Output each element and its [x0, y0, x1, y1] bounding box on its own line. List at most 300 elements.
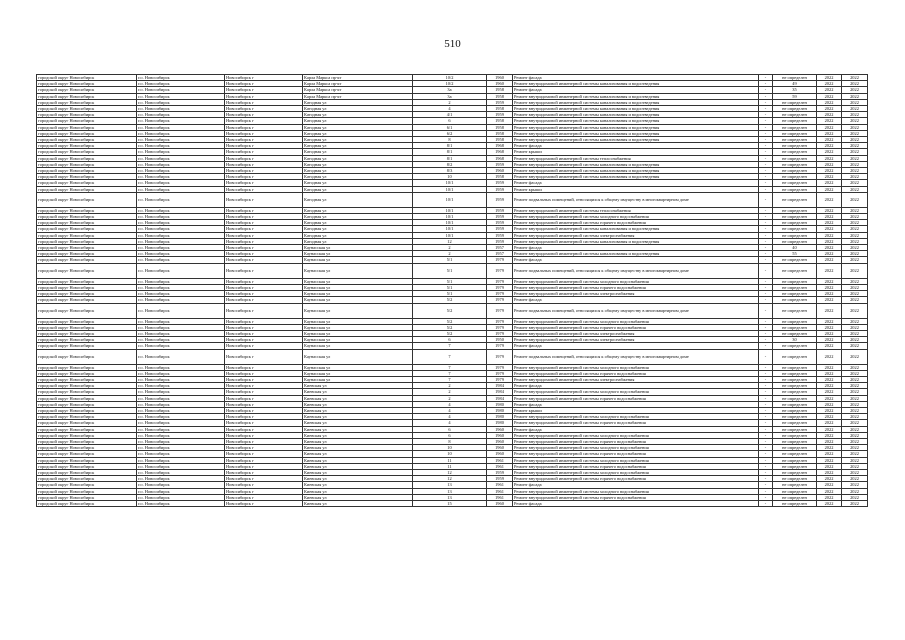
locality-cell: Новосибирск г: [225, 192, 303, 207]
amount-cell: не определен: [773, 137, 817, 143]
amount-cell: не определен: [773, 476, 817, 482]
year-cell: 1979: [487, 318, 513, 324]
table-row: [37, 263, 868, 278]
year-cell: 1959: [487, 207, 513, 213]
district-cell: городской округ Новосибирск: [37, 337, 137, 343]
year-cell: 1979: [487, 376, 513, 382]
settlement-cell: г.о. Новосибирск: [137, 143, 225, 149]
district-cell: городской округ Новосибирск: [37, 130, 137, 136]
settlement-cell: г.о. Новосибирск: [137, 99, 225, 105]
amount-cell: не определен: [773, 426, 817, 432]
dash-cell: -: [759, 318, 773, 324]
work-type-cell: Ремонт внутридомовой инженерной системы канализования и водоотведения: [513, 106, 759, 112]
locality-cell: Новосибирск г: [225, 161, 303, 167]
locality-cell: Новосибирск г: [225, 93, 303, 99]
work-type-cell: Ремонт фасада: [513, 180, 759, 186]
locality-cell: Новосибирск г: [225, 349, 303, 364]
house-cell: 6: [413, 426, 487, 432]
settlement-cell: г.о. Новосибирск: [137, 445, 225, 451]
settlement-cell: г.о. Новосибирск: [137, 220, 225, 226]
year-start-cell: 2022: [817, 168, 842, 174]
locality-cell: Новосибирск г: [225, 143, 303, 149]
year-end-cell: 2022: [842, 112, 868, 118]
settlement-cell: г.о. Новосибирск: [137, 180, 225, 186]
street-cell: Каунасская ул: [303, 251, 413, 257]
district-cell: городской округ Новосибирск: [37, 174, 137, 180]
locality-cell: Новосибирск г: [225, 220, 303, 226]
year-end-cell: 2022: [842, 476, 868, 482]
district-cell: городской округ Новосибирск: [37, 370, 137, 376]
locality-cell: Новосибирск г: [225, 263, 303, 278]
locality-cell: Новосибирск г: [225, 232, 303, 238]
settlement-cell: г.о. Новосибирск: [137, 251, 225, 257]
district-cell: городской округ Новосибирск: [37, 445, 137, 451]
locality-cell: Новосибирск г: [225, 155, 303, 161]
year-cell: 1959: [487, 192, 513, 207]
settlement-cell: г.о. Новосибирск: [137, 263, 225, 278]
street-cell: Киевская ул: [303, 457, 413, 463]
year-start-cell: 2022: [817, 414, 842, 420]
work-type-cell: Ремонт внутридомовой инженерной системы горячего водоснабжения: [513, 370, 759, 376]
house-cell: 10/1: [413, 180, 487, 186]
house-cell: 2: [413, 251, 487, 257]
district-cell: городской округ Новосибирск: [37, 376, 137, 382]
year-cell: 1959: [487, 226, 513, 232]
year-cell: 1958: [487, 137, 513, 143]
house-cell: 5/2: [413, 318, 487, 324]
district-cell: городской округ Новосибирск: [37, 214, 137, 220]
district-cell: городской округ Новосибирск: [37, 432, 137, 438]
year-end-cell: 2022: [842, 207, 868, 213]
year-end-cell: 2022: [842, 469, 868, 475]
dash-cell: -: [759, 469, 773, 475]
year-end-cell: 2022: [842, 137, 868, 143]
year-start-cell: 2022: [817, 482, 842, 488]
district-cell: городской округ Новосибирск: [37, 106, 137, 112]
year-start-cell: 2022: [817, 149, 842, 155]
amount-cell: не определен: [773, 324, 817, 330]
year-end-cell: 2022: [842, 245, 868, 251]
year-end-cell: 2022: [842, 180, 868, 186]
house-cell: 5/2: [413, 330, 487, 336]
street-cell: Катодная ул: [303, 124, 413, 130]
locality-cell: Новосибирск г: [225, 207, 303, 213]
street-cell: Катодная ул: [303, 207, 413, 213]
work-type-cell: Ремонт внутридомовой инженерной системы канализования и водоотведения: [513, 81, 759, 87]
year-end-cell: 2022: [842, 376, 868, 382]
year-start-cell: 2022: [817, 376, 842, 382]
year-cell: 1950: [487, 337, 513, 343]
work-type-cell: Ремонт внутридомовой инженерной системы канализования и водоотведения: [513, 118, 759, 124]
amount-cell: не определен: [773, 500, 817, 506]
locality-cell: Новосибирск г: [225, 174, 303, 180]
year-end-cell: 2022: [842, 238, 868, 244]
street-cell: Катодная ул: [303, 118, 413, 124]
dash-cell: -: [759, 214, 773, 220]
work-type-cell: Ремонт внутридомовой инженерной системы теплоснабжения: [513, 207, 759, 213]
street-cell: Каунасская ул: [303, 318, 413, 324]
amount-cell: не определен: [773, 118, 817, 124]
district-cell: городской округ Новосибирск: [37, 395, 137, 401]
work-type-cell: Ремонт крыши: [513, 186, 759, 192]
works-register: [36, 74, 867, 507]
work-type-cell: Ремонт внутридомовой инженерной системы холодного водоснабжения: [513, 469, 759, 475]
settlement-cell: г.о. Новосибирск: [137, 420, 225, 426]
locality-cell: Новосибирск г: [225, 401, 303, 407]
amount-cell: не определен: [773, 155, 817, 161]
settlement-cell: г.о. Новосибирск: [137, 214, 225, 220]
dash-cell: -: [759, 174, 773, 180]
dash-cell: -: [759, 180, 773, 186]
house-cell: 4: [413, 414, 487, 420]
amount-cell: не определен: [773, 389, 817, 395]
settlement-cell: г.о. Новосибирск: [137, 106, 225, 112]
house-cell: 4: [413, 106, 487, 112]
amount-cell: не определен: [773, 445, 817, 451]
year-start-cell: 2022: [817, 494, 842, 500]
settlement-cell: г.о. Новосибирск: [137, 226, 225, 232]
locality-cell: Новосибирск г: [225, 364, 303, 370]
locality-cell: Новосибирск г: [225, 168, 303, 174]
work-type-cell: Ремонт внутридомовой инженерной системы канализования и водоотведения: [513, 124, 759, 130]
amount-cell: не определен: [773, 226, 817, 232]
settlement-cell: г.о. Новосибирск: [137, 376, 225, 382]
year-start-cell: 2022: [817, 174, 842, 180]
settlement-cell: г.о. Новосибирск: [137, 75, 225, 81]
year-cell: 1979: [487, 291, 513, 297]
work-type-cell: Ремонт внутридомовой инженерной системы холодного водоснабжения: [513, 278, 759, 284]
district-cell: городской округ Новосибирск: [37, 330, 137, 336]
work-type-cell: Ремонт внутридомовой инженерной системы горячего водоснабжения: [513, 451, 759, 457]
locality-cell: Новосибирск г: [225, 149, 303, 155]
settlement-cell: г.о. Новосибирск: [137, 303, 225, 318]
district-cell: городской округ Новосибирск: [37, 278, 137, 284]
house-cell: 6: [413, 432, 487, 438]
street-cell: Каунасская ул: [303, 284, 413, 290]
year-start-cell: 2022: [817, 257, 842, 263]
settlement-cell: г.о. Новосибирск: [137, 426, 225, 432]
year-end-cell: 2022: [842, 168, 868, 174]
year-cell: 1957: [487, 251, 513, 257]
dash-cell: -: [759, 343, 773, 349]
year-end-cell: 2022: [842, 407, 868, 413]
year-end-cell: 2022: [842, 330, 868, 336]
street-cell: Киевская ул: [303, 395, 413, 401]
year-end-cell: 2022: [842, 297, 868, 303]
settlement-cell: г.о. Новосибирск: [137, 500, 225, 506]
works-table: [36, 74, 868, 507]
settlement-cell: г.о. Новосибирск: [137, 414, 225, 420]
house-cell: 6: [413, 337, 487, 343]
amount-cell: не определен: [773, 220, 817, 226]
settlement-cell: г.о. Новосибирск: [137, 476, 225, 482]
year-end-cell: 2022: [842, 251, 868, 257]
house-cell: 10: [413, 445, 487, 451]
work-type-cell: Ремонт внутридомовой инженерной системы теплоснабжения: [513, 155, 759, 161]
house-cell: 5/1: [413, 291, 487, 297]
year-cell: 1959: [487, 214, 513, 220]
year-start-cell: 2022: [817, 81, 842, 87]
work-type-cell: Ремонт внутридомовой инженерной системы холодного водоснабжения: [513, 488, 759, 494]
street-cell: Катодная ул: [303, 174, 413, 180]
year-end-cell: 2022: [842, 445, 868, 451]
year-cell: 1958: [487, 106, 513, 112]
year-start-cell: 2022: [817, 130, 842, 136]
locality-cell: Новосибирск г: [225, 324, 303, 330]
district-cell: городской округ Новосибирск: [37, 87, 137, 93]
year-cell: 1968: [487, 155, 513, 161]
amount-cell: 40: [773, 245, 817, 251]
house-cell: 5/1: [413, 284, 487, 290]
year-end-cell: 2022: [842, 149, 868, 155]
house-cell: 10/2: [413, 81, 487, 87]
house-cell: 10: [413, 451, 487, 457]
year-end-cell: 2022: [842, 291, 868, 297]
work-type-cell: Ремонт внутридомовой инженерной системы канализования и водоотведения: [513, 251, 759, 257]
street-cell: Киевская ул: [303, 389, 413, 395]
house-cell: 7: [413, 349, 487, 364]
year-cell: 1959: [487, 112, 513, 118]
settlement-cell: г.о. Новосибирск: [137, 324, 225, 330]
year-cell: 1980: [487, 420, 513, 426]
amount-cell: не определен: [773, 192, 817, 207]
house-cell: 5/2: [413, 297, 487, 303]
amount-cell: не определен: [773, 106, 817, 112]
dash-cell: -: [759, 426, 773, 432]
settlement-cell: г.о. Новосибирск: [137, 432, 225, 438]
year-cell: 1958: [487, 174, 513, 180]
house-cell: 5/2: [413, 303, 487, 318]
street-cell: Каунасская ул: [303, 370, 413, 376]
dash-cell: -: [759, 161, 773, 167]
settlement-cell: г.о. Новосибирск: [137, 463, 225, 469]
year-end-cell: 2022: [842, 432, 868, 438]
dash-cell: -: [759, 330, 773, 336]
locality-cell: Новосибирск г: [225, 112, 303, 118]
year-start-cell: 2022: [817, 438, 842, 444]
settlement-cell: г.о. Новосибирск: [137, 238, 225, 244]
locality-cell: Новосибирск г: [225, 426, 303, 432]
amount-cell: не определен: [773, 186, 817, 192]
district-cell: городской округ Новосибирск: [37, 324, 137, 330]
amount-cell: не определен: [773, 161, 817, 167]
year-cell: 1979: [487, 370, 513, 376]
dash-cell: -: [759, 297, 773, 303]
table-body: [37, 75, 868, 507]
year-cell: 1979: [487, 343, 513, 349]
street-cell: Катодная ул: [303, 220, 413, 226]
street-cell: Каунасская ул: [303, 291, 413, 297]
work-type-cell: Ремонт фасада: [513, 143, 759, 149]
year-cell: 1980: [487, 407, 513, 413]
house-cell: 7: [413, 343, 487, 349]
street-cell: Катодная ул: [303, 168, 413, 174]
locality-cell: Новосибирск г: [225, 180, 303, 186]
street-cell: Киевская ул: [303, 414, 413, 420]
locality-cell: Новосибирск г: [225, 257, 303, 263]
dash-cell: -: [759, 75, 773, 81]
district-cell: городской округ Новосибирск: [37, 93, 137, 99]
district-cell: городской округ Новосибирск: [37, 500, 137, 506]
amount-cell: не определен: [773, 130, 817, 136]
settlement-cell: г.о. Новосибирск: [137, 161, 225, 167]
year-end-cell: 2022: [842, 370, 868, 376]
district-cell: городской округ Новосибирск: [37, 220, 137, 226]
dash-cell: -: [759, 278, 773, 284]
year-start-cell: 2022: [817, 93, 842, 99]
house-cell: 13: [413, 488, 487, 494]
locality-cell: Новосибирск г: [225, 457, 303, 463]
locality-cell: Новосибирск г: [225, 330, 303, 336]
year-end-cell: 2022: [842, 303, 868, 318]
work-type-cell: Ремонт внутридомовой инженерной системы холодного водоснабжения: [513, 432, 759, 438]
year-cell: 1968: [487, 143, 513, 149]
year-start-cell: 2022: [817, 124, 842, 130]
street-cell: Киевская ул: [303, 451, 413, 457]
house-cell: 8/3: [413, 168, 487, 174]
district-cell: городской округ Новосибирск: [37, 137, 137, 143]
dash-cell: -: [759, 207, 773, 213]
dash-cell: -: [759, 407, 773, 413]
amount-cell: не определен: [773, 257, 817, 263]
dash-cell: -: [759, 118, 773, 124]
year-cell: 1960: [487, 445, 513, 451]
year-end-cell: 2022: [842, 232, 868, 238]
dash-cell: -: [759, 337, 773, 343]
locality-cell: Новосибирск г: [225, 395, 303, 401]
settlement-cell: г.о. Новосибирск: [137, 168, 225, 174]
settlement-cell: г.о. Новосибирск: [137, 257, 225, 263]
settlement-cell: г.о. Новосибирск: [137, 438, 225, 444]
year-start-cell: 2022: [817, 420, 842, 426]
amount-cell: не определен: [773, 370, 817, 376]
locality-cell: Новосибирск г: [225, 488, 303, 494]
settlement-cell: г.о. Новосибирск: [137, 149, 225, 155]
year-end-cell: 2022: [842, 124, 868, 130]
district-cell: городской округ Новосибирск: [37, 343, 137, 349]
district-cell: городской округ Новосибирск: [37, 245, 137, 251]
year-end-cell: 2022: [842, 482, 868, 488]
year-cell: 1979: [487, 297, 513, 303]
work-type-cell: Ремонт внутридомовой инженерной системы канализования и водоотведения: [513, 112, 759, 118]
district-cell: городской округ Новосибирск: [37, 251, 137, 257]
dash-cell: -: [759, 220, 773, 226]
house-cell: 10/1: [413, 226, 487, 232]
year-end-cell: 2022: [842, 389, 868, 395]
settlement-cell: г.о. Новосибирск: [137, 482, 225, 488]
settlement-cell: г.о. Новосибирск: [137, 469, 225, 475]
district-cell: городской округ Новосибирск: [37, 118, 137, 124]
work-type-cell: Ремонт внутридомовой инженерной системы электроснабжения: [513, 232, 759, 238]
year-cell: 1958: [487, 93, 513, 99]
district-cell: городской округ Новосибирск: [37, 494, 137, 500]
work-type-cell: Ремонт внутридомовой инженерной системы канализования и водоотведения: [513, 130, 759, 136]
house-cell: 6: [413, 118, 487, 124]
settlement-cell: г.о. Новосибирск: [137, 330, 225, 336]
year-end-cell: 2022: [842, 414, 868, 420]
dash-cell: -: [759, 124, 773, 130]
district-cell: городской округ Новосибирск: [37, 401, 137, 407]
district-cell: городской округ Новосибирск: [37, 161, 137, 167]
year-end-cell: 2022: [842, 118, 868, 124]
amount-cell: не определен: [773, 401, 817, 407]
year-cell: 1960: [487, 168, 513, 174]
dash-cell: -: [759, 137, 773, 143]
district-cell: городской округ Новосибирск: [37, 291, 137, 297]
locality-cell: Новосибирск г: [225, 297, 303, 303]
year-cell: 1959: [487, 99, 513, 105]
year-end-cell: 2022: [842, 81, 868, 87]
street-cell: Каунасская ул: [303, 257, 413, 263]
house-cell: 11: [413, 457, 487, 463]
work-type-cell: Ремонт внутридомовой инженерной системы канализования и водоотведения: [513, 93, 759, 99]
year-end-cell: 2022: [842, 75, 868, 81]
year-cell: 1979: [487, 303, 513, 318]
street-cell: Катодная ул: [303, 137, 413, 143]
work-type-cell: Ремонт внутридомовой инженерной системы горячего водоснабжения: [513, 494, 759, 500]
locality-cell: Новосибирск г: [225, 318, 303, 324]
locality-cell: Новосибирск г: [225, 291, 303, 297]
amount-cell: не определен: [773, 343, 817, 349]
dash-cell: -: [759, 291, 773, 297]
work-type-cell: Ремонт фасада: [513, 297, 759, 303]
settlement-cell: г.о. Новосибирск: [137, 343, 225, 349]
year-start-cell: 2022: [817, 99, 842, 105]
district-cell: городской округ Новосибирск: [37, 81, 137, 87]
house-cell: 2: [413, 389, 487, 395]
house-cell: 8: [413, 137, 487, 143]
street-cell: Киевская ул: [303, 445, 413, 451]
dash-cell: -: [759, 364, 773, 370]
year-cell: 1968: [487, 149, 513, 155]
work-type-cell: Ремонт внутридомовой инженерной системы горячего водоснабжения: [513, 438, 759, 444]
year-end-cell: 2022: [842, 161, 868, 167]
amount-cell: не определен: [773, 238, 817, 244]
dash-cell: -: [759, 168, 773, 174]
street-cell: Каунасская ул: [303, 278, 413, 284]
street-cell: Киевская ул: [303, 482, 413, 488]
house-cell: 3a: [413, 93, 487, 99]
year-start-cell: 2022: [817, 238, 842, 244]
year-start-cell: 2022: [817, 389, 842, 395]
year-end-cell: 2022: [842, 500, 868, 506]
year-start-cell: 2022: [817, 220, 842, 226]
locality-cell: Новосибирск г: [225, 469, 303, 475]
work-type-cell: Ремонт крыши: [513, 149, 759, 155]
street-cell: Киевская ул: [303, 469, 413, 475]
settlement-cell: г.о. Новосибирск: [137, 186, 225, 192]
locality-cell: Новосибирск г: [225, 463, 303, 469]
year-start-cell: 2022: [817, 106, 842, 112]
year-end-cell: 2022: [842, 226, 868, 232]
year-cell: 1958: [487, 118, 513, 124]
district-cell: городской округ Новосибирск: [37, 143, 137, 149]
year-cell: 1960: [487, 432, 513, 438]
year-cell: 1959: [487, 186, 513, 192]
locality-cell: Новосибирск г: [225, 87, 303, 93]
house-cell: 12: [413, 238, 487, 244]
dash-cell: -: [759, 370, 773, 376]
street-cell: Карла Маркса пр-кт: [303, 87, 413, 93]
house-cell: 10/1: [413, 232, 487, 238]
dash-cell: -: [759, 376, 773, 382]
year-end-cell: 2022: [842, 451, 868, 457]
amount-cell: не определен: [773, 263, 817, 278]
district-cell: городской округ Новосибирск: [37, 364, 137, 370]
amount-cell: не определен: [773, 494, 817, 500]
year-start-cell: 2022: [817, 349, 842, 364]
house-cell: 8/2: [413, 161, 487, 167]
